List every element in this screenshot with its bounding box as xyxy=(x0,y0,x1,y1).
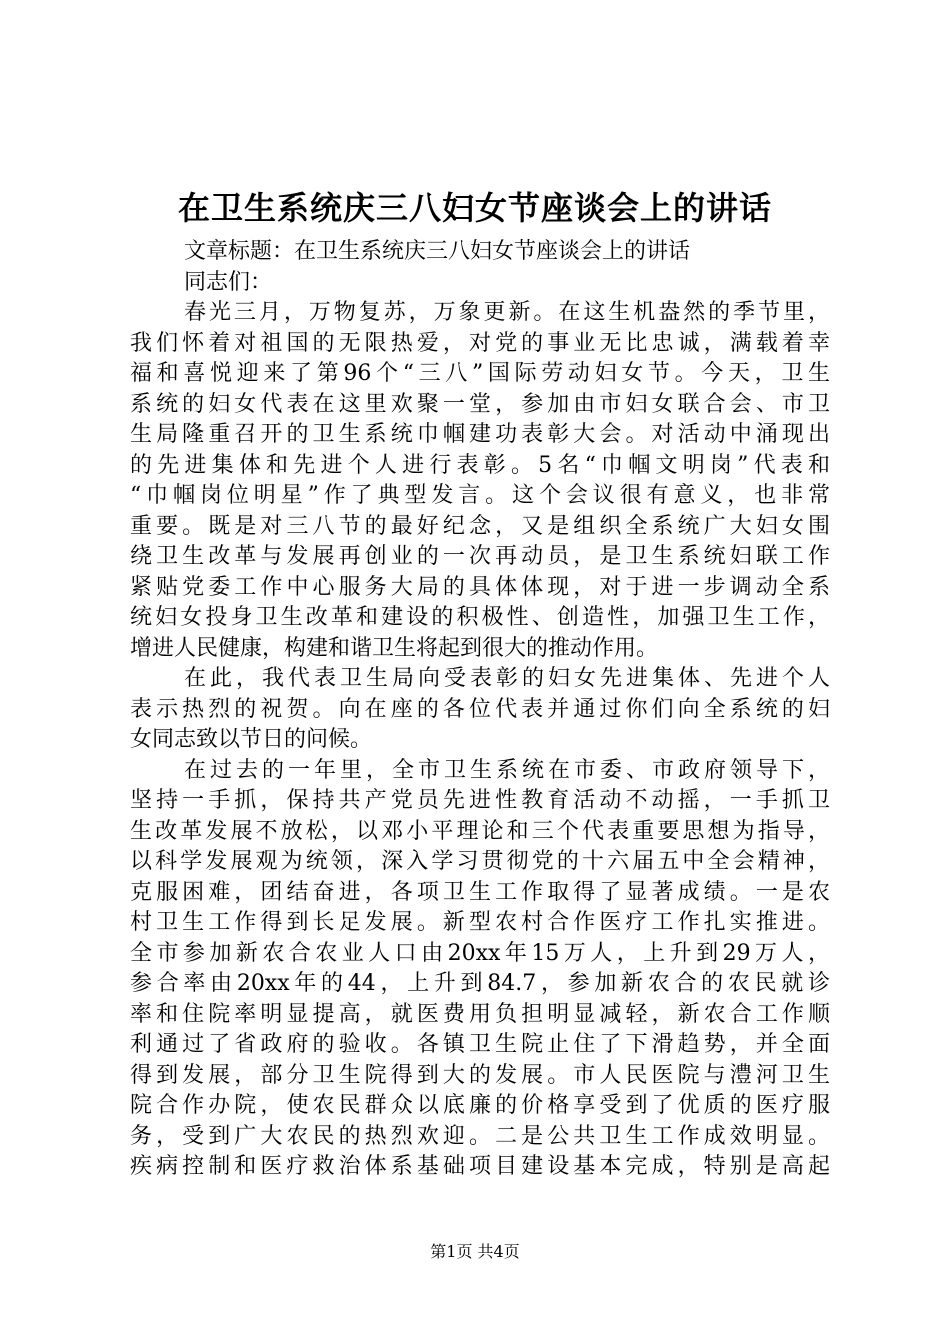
text-line: 绕卫生改革与发展再创业的一次再动员，是卫生系统妇联工作 xyxy=(130,544,830,569)
text-line: “巾帼岗位明星”作了典型发言。这个会议很有意义，也非常 xyxy=(130,483,830,508)
text-line: 得到发展，部分卫生院得到大的发展。市人民医院与澧河卫生 xyxy=(130,1062,830,1088)
text-line: 参合率由20xx年的44，上升到84.7，参加新农合的农民就诊 xyxy=(130,971,830,996)
text-line: 疾病控制和医疗救治体系基础项目建设基本完成，特别是高起 xyxy=(130,1154,830,1179)
text-line: 在此，我代表卫生局向受表彰的妇女先进集体、先进个人 xyxy=(184,666,830,691)
text-line: 我们怀着对祖国的无限热爱，对党的事业无比忠诚，满载着幸 xyxy=(130,330,830,356)
text-line: 女同志致以节日的问候。 xyxy=(130,727,373,752)
text-line: 重要。既是对三八节的最好纪念，又是组织全系统广大妇女围 xyxy=(130,513,830,539)
text-line: 紧贴党委工作中心服务大局的具体体现，对于进一步调动全系 xyxy=(130,574,830,600)
article-title-line: 文章标题：在卫生系统庆三八妇女节座谈会上的讲话 xyxy=(184,239,691,264)
paragraph-3 xyxy=(130,756,830,1183)
text-line: 在过去的一年里，全市卫生系统在市委、市政府领导下， xyxy=(184,757,830,783)
text-line: 春光三月，万物复苏，万象更新。在这生机盎然的季节里， xyxy=(184,300,830,325)
page-number-footer: 第1页 共4页 xyxy=(430,1242,520,1261)
text-line: 克服困难，团结奋进，各项卫生工作取得了显著成绩。一是农 xyxy=(130,879,830,905)
text-line: 率和住院率明显提高，就医费用负担明显减轻，新农合工作顺 xyxy=(130,1001,830,1027)
paragraph-1 xyxy=(130,298,830,664)
text-line: 坚持一手抓，保持共产党员先进性教育活动不动摇，一手抓卫 xyxy=(130,788,830,813)
text-line: 生局隆重召开的卫生系统巾帼建功表彰大会。对活动中涌现出 xyxy=(130,422,830,447)
text-line: 的先进集体和先进个人进行表彰。5名“巾帼文明岗”代表和 xyxy=(130,452,830,478)
text-line: 福和喜悦迎来了第96个“三八”国际劳动妇女节。今天，卫生 xyxy=(130,361,830,386)
document-body xyxy=(130,237,830,1183)
salutation-line: 同志们： xyxy=(184,269,273,295)
text-line: 务，受到广大农民的热烈欢迎。二是公共卫生工作成效明显。 xyxy=(130,1123,830,1149)
text-line: 生改革发展不放松，以邓小平理论和三个代表重要思想为指导， xyxy=(130,818,830,844)
text-line: 村卫生工作得到长足发展。新型农村合作医疗工作扎实推进。 xyxy=(130,910,830,935)
text-line: 系统的妇女代表在这里欢聚一堂，参加由市妇女联合会、市卫 xyxy=(130,391,830,417)
document-title: 在卫生系统庆三八妇女节座谈会上的讲话 xyxy=(177,189,772,227)
text-line: 院合作办院，使农民群众以底廉的价格享受到了优质的医疗服 xyxy=(130,1093,830,1118)
text-line: 表示热烈的祝贺。向在座的各位代表并通过你们向全系统的妇 xyxy=(130,696,830,722)
text-line: 以科学发展观为统领，深入学习贯彻党的十六届五中全会精神， xyxy=(130,849,830,874)
paragraph-2 xyxy=(130,664,830,756)
text-line: 利通过了省政府的验收。各镇卫生院止住了下滑趋势，并全面 xyxy=(130,1032,830,1057)
text-line: 全市参加新农合农业人口由20xx年15万人，上升到29万人， xyxy=(130,940,830,966)
text-line: 统妇女投身卫生改革和建设的积极性、创造性，加强卫生工作， xyxy=(130,605,830,630)
text-line: 增进人民健康，构建和谐卫生将起到很大的推动作用。 xyxy=(130,635,659,661)
